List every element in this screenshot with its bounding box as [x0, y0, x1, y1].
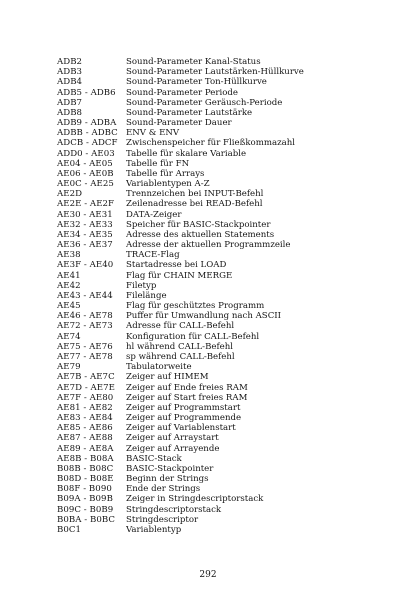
- table-row: [57, 301, 387, 311]
- description-cell: Zeiger auf Arrayende: [126, 443, 220, 454]
- description-cell: Puffer für Umwandlung nach ASCII: [126, 311, 282, 322]
- description-cell: Filelänge: [126, 290, 167, 301]
- description-cell: Adresse für CALL-Befehl: [126, 321, 235, 332]
- address-cell: ADB7: [57, 97, 83, 108]
- description-cell: Zeiger auf Arraystart: [126, 433, 219, 444]
- address-cell: B08F - B090: [57, 484, 112, 495]
- description-cell: Zeiger auf Variablenstart: [126, 423, 236, 434]
- address-cell: AE72 - AE73: [57, 321, 113, 332]
- address-cell: AE30 - AE31: [57, 209, 113, 220]
- address-cell: B08B - B08C: [57, 463, 114, 474]
- table-row: [57, 138, 387, 148]
- table-row: [57, 57, 387, 67]
- address-cell: AE2D: [57, 189, 83, 200]
- table-row: [57, 108, 387, 118]
- description-cell: BASIC-Stack: [126, 453, 182, 464]
- description-cell: Tabelle für Arrays: [126, 168, 205, 179]
- description-cell: Zeiger auf Programmstart: [126, 402, 241, 413]
- description-cell: Adresse des aktuellen Statements: [126, 229, 275, 240]
- table-row: [57, 98, 387, 108]
- table-row: [57, 210, 387, 220]
- address-cell: ADB4: [57, 77, 83, 88]
- description-cell: Sound-Parameter Lautstärke: [126, 107, 253, 118]
- description-cell: Flag für geschütztes Programm: [126, 301, 265, 312]
- address-cell: ADB8: [57, 107, 83, 118]
- description-cell: Sound-Parameter Ton-Hüllkurve: [126, 77, 267, 88]
- description-cell: Tabelle für FN: [126, 158, 190, 169]
- description-cell: Startadresse bei LOAD: [126, 260, 227, 271]
- table-row: [57, 494, 387, 504]
- address-cell: ADD0 - AE03: [57, 148, 115, 159]
- table-row: [57, 444, 387, 454]
- description-cell: Sound-Parameter Kanal-Status: [126, 57, 261, 67]
- address-cell: ADB2: [57, 57, 83, 67]
- description-cell: Tabulatorweite: [126, 362, 192, 373]
- table-row: [57, 484, 387, 494]
- address-cell: AE43 - AE44: [57, 290, 113, 301]
- table-row: [57, 169, 387, 179]
- address-cell: ADB9 - ADBA: [57, 118, 117, 129]
- address-cell: AE89 - AE8A: [57, 443, 114, 454]
- description-cell: Sound-Parameter Dauer: [126, 118, 232, 129]
- description-cell: ENV & ENV: [126, 128, 180, 139]
- address-cell: B09C - B0B9: [57, 504, 114, 515]
- description-cell: Speicher für BASIC-Stackpointer: [126, 219, 271, 230]
- description-cell: Zwischenspeicher für Fließkommazahl: [126, 138, 296, 149]
- description-cell: Tabelle für skalare Variable: [126, 148, 247, 159]
- description-cell: Zeiger auf HIMEM: [126, 372, 209, 383]
- table-row: [57, 525, 387, 535]
- description-cell: Zeilenadresse bei READ-Befehl: [126, 199, 263, 210]
- description-cell: Flag für CHAIN MERGE: [126, 270, 233, 281]
- table-row: [57, 383, 387, 393]
- table-row: [57, 352, 387, 362]
- address-cell: AE36 - AE37: [57, 240, 113, 251]
- description-cell: hl während CALL-Befehl: [126, 341, 234, 352]
- table-row: [57, 230, 387, 240]
- description-cell: Zeiger auf Start freies RAM: [126, 392, 248, 403]
- address-cell: AE3F - AE40: [57, 260, 114, 271]
- table-row: [57, 250, 387, 260]
- table-row: [57, 118, 387, 128]
- description-cell: Stringdescriptor: [126, 514, 199, 525]
- description-cell: Ende der Strings: [126, 484, 201, 495]
- description-cell: Variablentyp: [126, 524, 182, 535]
- table-row: [57, 271, 387, 281]
- table-row: [57, 220, 387, 230]
- memory-map-table: [57, 57, 387, 535]
- address-cell: AE85 - AE86: [57, 423, 113, 434]
- table-row: [57, 311, 387, 321]
- address-cell: B08D - B08E: [57, 474, 114, 485]
- description-cell: sp während CALL-Befehl: [126, 351, 235, 362]
- address-cell: AE8B - B08A: [57, 453, 114, 464]
- table-row: [57, 454, 387, 464]
- address-cell: AE0C - AE25: [57, 179, 114, 190]
- table-row: [57, 159, 387, 169]
- table-row: [57, 362, 387, 372]
- address-cell: AE2E - AE2F: [57, 199, 115, 210]
- address-cell: B0C1: [57, 524, 82, 535]
- description-cell: Adresse der aktuellen Programmzeile: [126, 240, 291, 251]
- table-row: [57, 128, 387, 138]
- description-cell: Beginn der Strings: [126, 474, 209, 485]
- address-cell: AE06 - AE0B: [57, 168, 114, 179]
- address-cell: AE7B - AE7C: [57, 372, 115, 383]
- address-cell: AE41: [57, 270, 81, 281]
- description-cell: Zeiger auf Ende freies RAM: [126, 382, 248, 393]
- table-row: [57, 240, 387, 250]
- table-row: [57, 342, 387, 352]
- address-cell: AE7F - AE80: [57, 392, 114, 403]
- description-cell: Stringdescriptorstack: [126, 504, 222, 515]
- page-number: 292: [199, 570, 217, 580]
- description-cell: Konfiguration für CALL-Befehl: [126, 331, 260, 342]
- table-row: [57, 189, 387, 199]
- description-cell: Sound-Parameter Geräusch-Periode: [126, 97, 283, 108]
- table-row: [57, 515, 387, 525]
- description-cell: TRACE-Flag: [126, 250, 180, 261]
- description-cell: Zeiger auf Programmende: [126, 413, 242, 424]
- table-row: [57, 67, 387, 77]
- table-row: [57, 88, 387, 98]
- address-cell: AE77 - AE78: [57, 351, 113, 362]
- description-cell: BASIC-Stackpointer: [126, 463, 214, 474]
- table-row: [57, 505, 387, 515]
- table-row: [57, 179, 387, 189]
- description-cell: Sound-Parameter Periode: [126, 87, 238, 98]
- address-cell: B09A - B09B: [57, 494, 113, 505]
- description-cell: Filetyp: [126, 280, 157, 291]
- table-row: [57, 321, 387, 331]
- description-cell: DATA-Zeiger: [126, 209, 182, 220]
- address-cell: AE79: [57, 362, 81, 373]
- table-row: [57, 403, 387, 413]
- description-cell: Zeiger in Stringdescriptorstack: [126, 494, 264, 505]
- address-cell: AE45: [57, 301, 81, 312]
- table-row: [57, 291, 387, 301]
- table-row: [57, 281, 387, 291]
- address-cell: AE74: [57, 331, 81, 342]
- address-cell: AE46 - AE78: [57, 311, 113, 322]
- address-cell: AE42: [57, 280, 81, 291]
- address-cell: B0BA - B0BC: [57, 514, 116, 525]
- address-cell: AE32 - AE33: [57, 219, 113, 230]
- table-row: [57, 372, 387, 382]
- table-row: [57, 199, 387, 209]
- description-cell: Variablentypen A-Z: [126, 179, 210, 190]
- address-cell: AE81 - AE82: [57, 402, 113, 413]
- address-cell: AE7D - AE7E: [57, 382, 115, 393]
- table-row: [57, 474, 387, 484]
- table-row: [57, 464, 387, 474]
- address-cell: ADCB - ADCF: [57, 138, 118, 149]
- table-row: [57, 77, 387, 87]
- table-row: [57, 260, 387, 270]
- table-row: [57, 433, 387, 443]
- table-row: [57, 393, 387, 403]
- address-cell: AE34 - AE35: [57, 229, 113, 240]
- description-cell: Sound-Parameter Lautstärken-Hüllkurve: [126, 67, 304, 78]
- address-cell: AE83 - AE84: [57, 413, 113, 424]
- description-cell: Trennzeichen bei INPUT-Befehl: [126, 189, 264, 200]
- address-cell: ADB3: [57, 67, 83, 78]
- table-row: [57, 332, 387, 342]
- address-cell: ADB5 - ADB6: [57, 87, 116, 98]
- address-cell: AE38: [57, 250, 81, 261]
- address-cell: AE87 - AE88: [57, 433, 113, 444]
- table-row: [57, 423, 387, 433]
- table-row: [57, 413, 387, 423]
- table-row: [57, 149, 387, 159]
- address-cell: AE75 - AE76: [57, 341, 113, 352]
- address-cell: ADBB - ADBC: [57, 128, 118, 139]
- address-cell: AE04 - AE05: [57, 158, 113, 169]
